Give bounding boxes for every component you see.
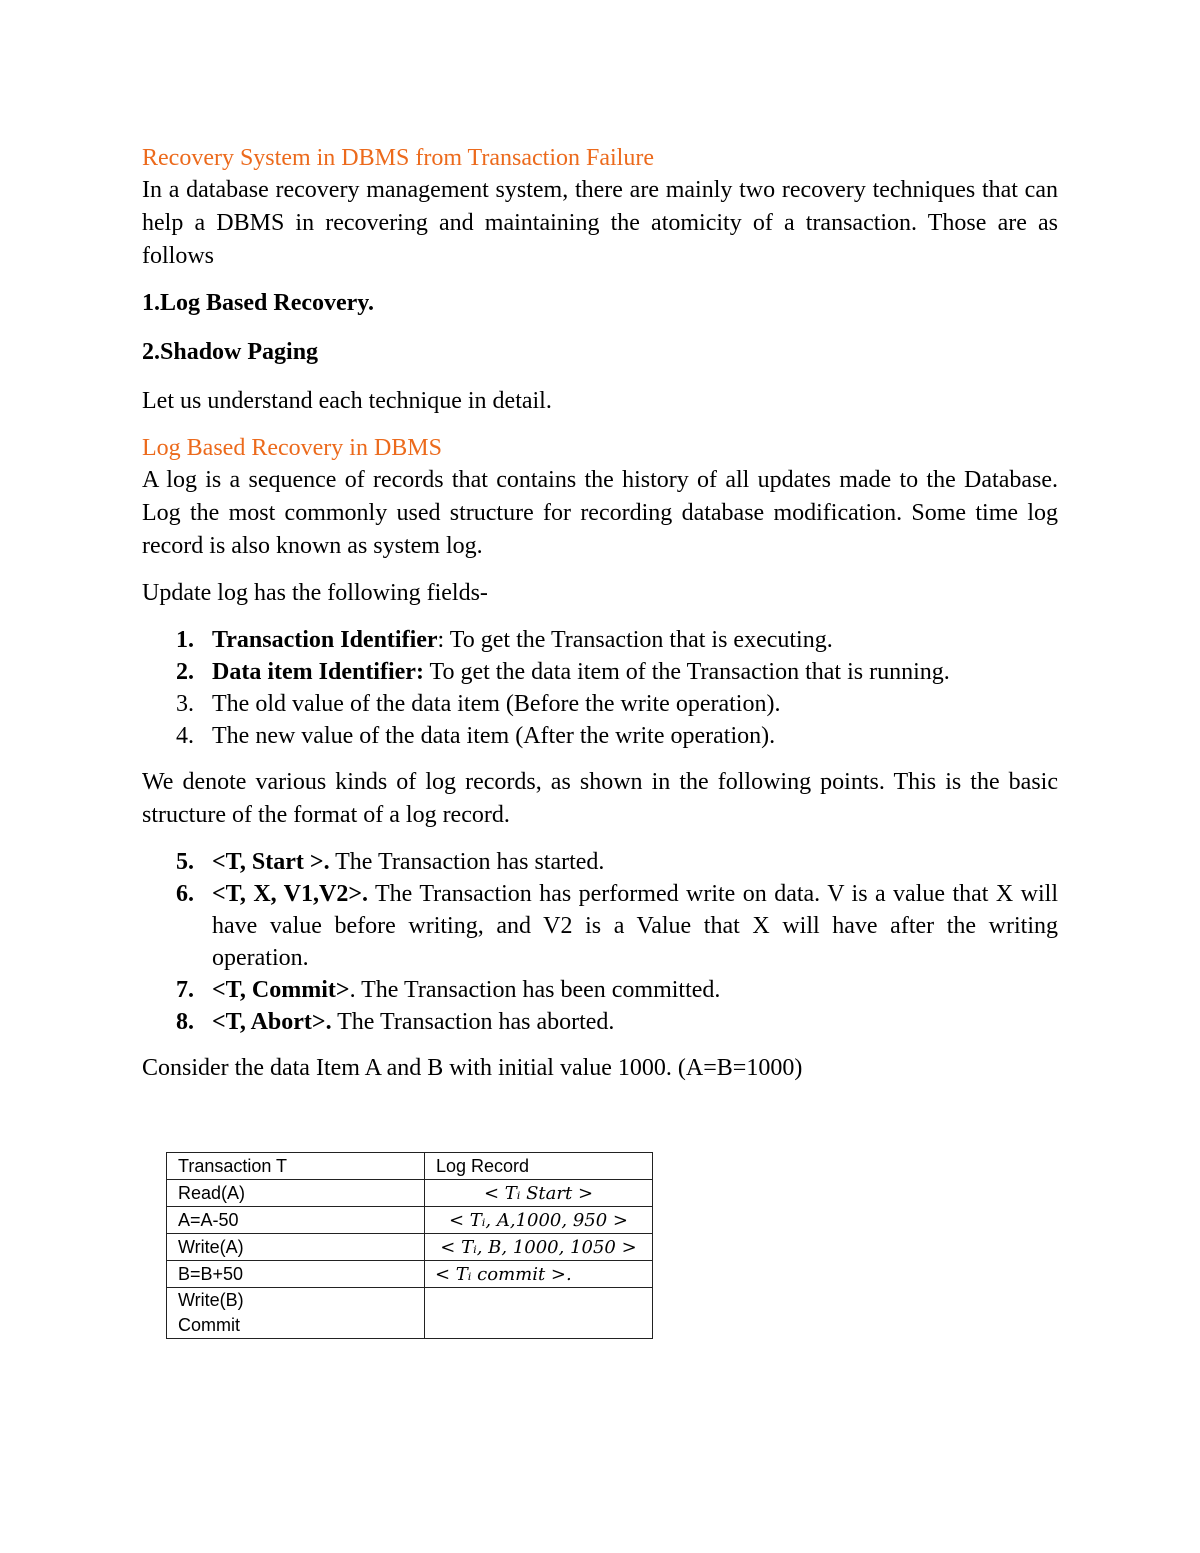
transaction-cell [167, 1288, 425, 1339]
list-item: 3. The old value of the data item (Before the write operation). [176, 691, 781, 717]
transaction-cell: Read(A) [167, 1180, 425, 1207]
log-record-cell: < Tᵢ, A,1000, 950 > [425, 1207, 653, 1234]
transaction-cell: B=B+50 [167, 1261, 425, 1288]
log-definition-paragraph: A log is a sequence of records that contains the history of all updates made to the Database. Log the most commonly used structure for recording database modification. Some time log record is also known as system log. [142, 467, 1058, 559]
records-intro: We denote various kinds of log records, as shown in the following points. This is the basic structure of the format of a log record. [142, 769, 1058, 828]
table-row [167, 1261, 653, 1288]
list-item: 2. Data item Identifier: To get the data item of the Transaction that is running. [176, 659, 950, 685]
records-list [142, 846, 1058, 1038]
document-page [142, 142, 1058, 1085]
log-record-cell: < Tᵢ commit >. [425, 1261, 653, 1288]
transaction-step: Commit [178, 1315, 240, 1335]
list-item: 1. Transaction Identifier: To get the Transaction that is executing. [176, 627, 833, 653]
transaction-cell: A=A-50 [167, 1207, 425, 1234]
fields-list [142, 624, 1058, 752]
transaction-step: Write(B) [178, 1290, 244, 1310]
table-row [167, 1207, 653, 1234]
list-item: 7. <T, Commit>. The Transaction has been committed. [176, 977, 721, 1003]
column-header-log-record: Log Record [425, 1153, 653, 1180]
section-heading-recovery-system: Recovery System in DBMS from Transaction Failure [142, 145, 654, 171]
table-row [167, 1180, 653, 1207]
section-heading-log-based: Log Based Recovery in DBMS [142, 435, 442, 461]
consider-paragraph: Consider the data Item A and B with initial value 1000. (A=B=1000) [142, 1055, 803, 1081]
log-table [166, 1152, 653, 1339]
log-record-cell-empty [425, 1288, 653, 1339]
technique-log-based: 1.Log Based Recovery. [142, 290, 374, 316]
list-item: 4. The new value of the data item (After the write operation). [176, 723, 776, 749]
technique-shadow-paging: 2.Shadow Paging [142, 339, 319, 365]
log-record-cell: < Tᵢ Start > [425, 1180, 653, 1207]
log-record-cell: < Tᵢ, B, 1000, 1050 > [425, 1234, 653, 1261]
list-item: 5. <T, Start >. The Transaction has started. [176, 849, 605, 875]
table-row [167, 1234, 653, 1261]
list-item: 6. <T, X, V1,V2>. The Transaction has performed write on data. V is a value that X will have value before writing, and V2 is a Value that X will have after the writing operation. [176, 881, 1058, 971]
list-item: 8. <T, Abort>. The Transaction has aborted. [176, 1009, 615, 1035]
transaction-cell: Write(A) [167, 1234, 425, 1261]
fields-intro: Update log has the following fields- [142, 580, 488, 606]
column-header-transaction: Transaction T [167, 1153, 425, 1180]
detail-paragraph: Let us understand each technique in detail. [142, 388, 552, 414]
intro-paragraph: In a database recovery management system, there are mainly two recovery techniques that can help a DBMS in recovering and maintaining the atomicity of a transaction. Those are as follows [142, 177, 1058, 269]
table-row [167, 1288, 653, 1339]
table-header-row [167, 1153, 653, 1180]
